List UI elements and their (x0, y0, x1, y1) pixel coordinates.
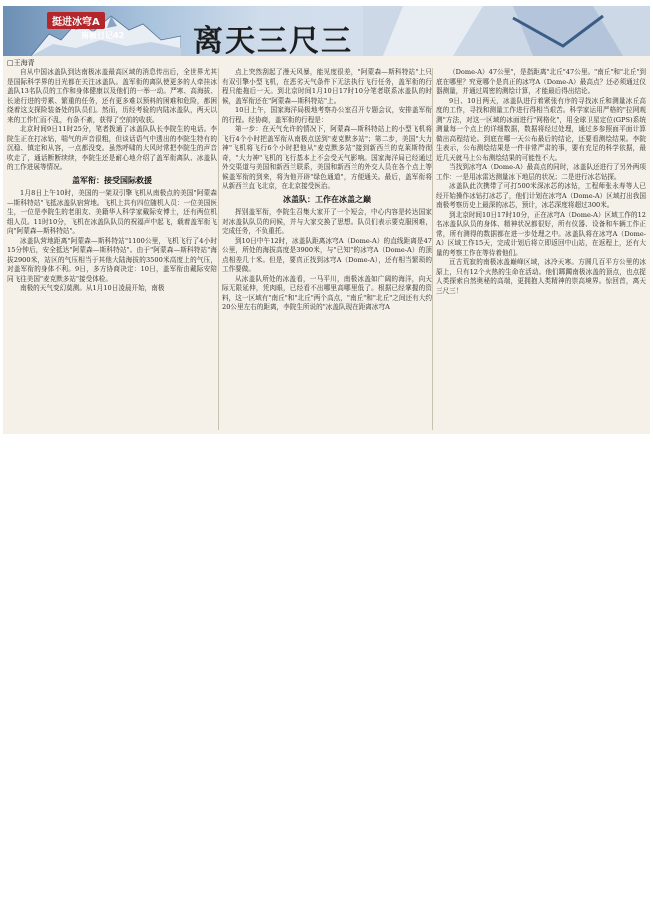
byline: □王海青 (7, 59, 35, 67)
section-heading: 盖军衔：接受国际救援 (72, 175, 152, 185)
paragraph: 点上突然刮起了漫天风暴，能见度很差，"阿蒙森—斯科特站"上只有双引擎小型飞机，在恶劣天气条件下无法执行飞行任务，盖军衔的行程只能拖后一天。到北京时间1月10日17时10分笔者联系冰盖队的时候，盖军衔还在"阿蒙森—斯科特站"上。 (222, 68, 432, 105)
paragraph: （Dome-A）47公里"，是指距离"北丘"47公里。"南丘"和"北丘"到底在哪里？究竟哪个是真正的冰穹A（Dome-A）最高点？还必须通过仪器测量，并通过周密的测绘计算，才能最后得出结论。 (436, 68, 646, 95)
paragraph: 从冰盖队所处的冰盖看，一马平川，南极冰盖如广阔的海洋，向天际无限延伸，凭肉眼，已经看不出哪里高哪里低了。根据已经掌握的资料，这一区域有"南丘"和"北丘"两个高点，"南丘"和"北丘"之间还有大约20公里左右的距离，李院生所说的"冰盖队现在距离冰穹A (222, 274, 432, 311)
column-divider (432, 68, 433, 430)
paragraph: 到10日中午12时，冰盖队距离冰穹A（Dome-A）的直线距离是47公里，所处的海拔高度是3900米，与"已知"的冰穹A（Dome-A）的顶点相差几十米。但是，要真正找到冰穹A（Dome-A），还有相当繁琐的工作要做。 (222, 236, 432, 273)
paragraph: 挥别盖军衔，李院生召集大家开了一个短会，中心内容是转达国家对冰盖队队员的问候，并与大家交换了思想。队员们表示要克服困难，完成任务，不负重托。 (222, 208, 432, 235)
column-divider (218, 68, 219, 430)
paragraph: 自从中国冰盖队到达南极冰盖最高区域的消息传出后，全世界尤其是国际科学界的目光都在关注冰盖队。盖军衔的离队使更多的人牵挂冰盖队13名队员的工作和身体健康以及他们的一举一动。严寒、高海拔、长途行进的劳累、繁重的任务，还有更多难以预料的困难和危险，都困绕着这支探险装备处的队员们。然而，历经考验的内陆冰盖队，两天以来的工作忙而不乱，有条不紊，获得了空前的收获。 (7, 68, 217, 124)
paragraph: 9日、10日两天，冰盖队进行着紧张有序的寻找冰丘和测量冰丘高度的工作，寻找和测量工作进行得相当艰苦。科学家运用严格的"拉网观测"方法，对这一区域的冰面进行"网格化"，用全球卫星定位(GPS)系统测量每一个点上的详细数据，数据将经过处理，通过多参照面平面计算做出高程结论。到底在哪一天公布最后的结论，还要看测绘结果。李院生表示，公布测绘结果是一件非常严肃的事，要有充足的科学依据，最近几天就马上公布测绘结果的可能性不大。 (436, 96, 646, 162)
section-heading: 冰盖队：工作在冰盖之巅 (283, 194, 371, 204)
paragraph: 亘古荒寂的南极冰盖巅峰区域，冰冷天寒。方圆几百平方公里的冰原上，只有12个火热的生命在活动。他们踯躅南极冰盖的顶点，也点捉人类探索自然奥秘的高端，更拥抱人类精神的崇高境界。惊回首，离天三尺三！ (436, 258, 646, 295)
newspaper-clipping (3, 6, 650, 434)
paragraph: 北京时间9日11时25分，笔者拨通了冰盖队队长李院生的电话。李院生正在打冰钻，喘气的声音很粗，但谈话语气中透出的李院生特有的沉稳、镇定和从容，一点都没变。虽然呼啸的大风时常把李院生的声音吹走了，通话断断续续，李院生还是耐心地介绍了盖军衔离队、冰盖队的工作进展等情况。 (7, 125, 217, 171)
paragraph: 10日上午，国家海洋局极地考察办公室召开专题会议，安排盖军衔的行程。经协商，盖军衔的行程是： (222, 106, 432, 124)
page-title: 离天三尺三 (193, 24, 353, 56)
paragraph: 到北京时间10日17时10分，正在冰穹A（Dome-A）区域工作的12名冰盖队队员的身体、精神状况都很好，所有仪器、设备和车辆工作正常，所有测得的数据都在进一步处理之中。冰盖队将在冰穹A（Dome-A）区域工作15天，完成计划后将立即返回中山站，在返程上，还有大量的考察工作在等待着他们。 (436, 210, 646, 257)
paragraph: 第一步：在天气允许的情况下，阿蒙森—斯科特站上的小型飞机将飞行4个小时把盖军衔从南极点送到"麦克默多站"；第二步，美国"大力神"飞机将飞行6个小时把他从"麦克默多站"接到新西兰的克莱斯特彻奇，"大力神"飞机的飞行基本上不会受天气影响。国家海洋局已经通过外交渠道与美国和新西兰联系，美国和新西兰的外交人员在各个点上等候盖军衔的到来，将为他开辟"绿色通道"，方便通关。最后，盖军衔将从新西兰直飞北京，在北京接受医治。 (222, 125, 432, 190)
kicker-label: 挺进冰穹A (47, 12, 105, 29)
article-column-3 (436, 68, 646, 296)
paragraph: 1月8日上午10时，美国的一架双引擎飞机从南极点的美国"阿蒙森—斯科特站"飞抵冰盖队宿营地。飞机上共有四位随机人员：一位美国医生，一位是李院生的老朋友、美籍华人科学家戴际安博士，还有两位机组人员。11时10分，飞机在冰盖队队员的祝福声中起飞，载着盖军衔飞向"阿蒙森—斯科特站"。 (7, 189, 217, 235)
article-column-1 (7, 68, 217, 294)
article-column-2 (222, 68, 432, 313)
banner-decoration (363, 6, 650, 56)
header-banner (3, 6, 650, 56)
paragraph: 当找到冰穹A（Dome-A）最高点的同时，冰盖队还进行了另外两项工作：一是用冰雷达测量冰下地层的状况；二是进行冰芯钻探。 (436, 163, 646, 181)
series-label: 南极日记42 (81, 31, 125, 40)
paragraph: 冰盖队此次携带了可打500米深冰芯的冰钻，工程师张永寿等人已经开始操作冰钻打冰芯了，他们计划在冰穹A（Dome-A）区域打出我国南极考察历史上最深的冰芯，预计，冰芯深度将超过300米。 (436, 182, 646, 209)
paragraph: 冰盖队营地距离"阿蒙森—斯科特站"1100公里，飞机飞行了4小时15分钟后，安全抵达"阿蒙森—斯科特站"。由于"阿蒙森—斯科特站"海拔2900米，站区的气压相当于其他大陆海拔的3500米高度上的气压，对盖军衔的身体不利。9日，多方协商决定：10日，盖军衔由戴际安陪同飞往美国"麦克默多站"接受体检。 (7, 236, 217, 283)
paragraph: 南极的天气变幻莫测。从1月10日凌晨开始，南极 (20, 284, 165, 292)
